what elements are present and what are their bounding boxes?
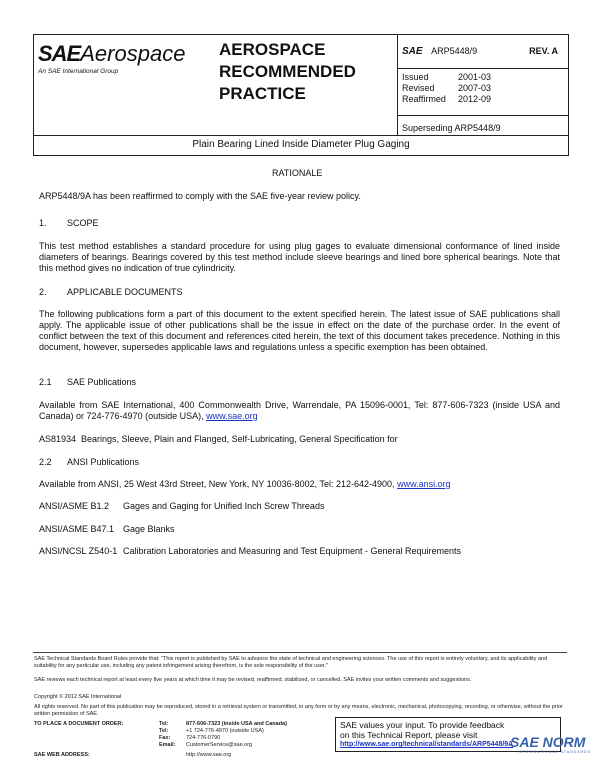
tel2-label: Tel: bbox=[159, 728, 169, 734]
reference-code: ANSI/ASME B47.1 bbox=[39, 524, 115, 534]
reference-description: Bearings, Sleeve, Plain and Flanged, Self-Lubricating, General Specification for bbox=[81, 434, 398, 444]
document-type-title bbox=[219, 39, 356, 105]
revision: REV. A bbox=[529, 46, 558, 56]
footer-rules-text: SAE Technical Standards Board Rules provide that: "This report is published by SAE to advance the state of technical and engineering sciences. The use of this report is entirely voluntary, and its applicability and suitability for any particular use, including any patent infringement arising therefrom, is the sole responsibility of the user." bbox=[34, 656, 548, 669]
rationale-text: ARP5448/9A has been reaffirmed to comply with the SAE five-year review policy. bbox=[39, 191, 361, 201]
section-title: SAE Publications bbox=[67, 377, 137, 387]
applicable-documents-text: The following publications form a part of this document to the extent specified herein. The latest issue of SAE publications shall apply. The applicable issue of other publications shall be the issue in effect on the date of the purchase order. In the event of conflict between the text of this document and references cited herein, the text of this document takes precedence. Nothing in this document, however, supersedes applicable laws and regulations unless a specific exemption has been obtained. bbox=[39, 309, 560, 352]
title-line-3: PRACTICE bbox=[219, 84, 306, 103]
fax-value: 724-776-0790 bbox=[186, 735, 221, 741]
reference-description: Calibration Laboratories and Measuring and Test Equipment - General Requirements bbox=[123, 546, 462, 556]
reference-description: Gage Blanks bbox=[123, 524, 175, 534]
order-tel2-row bbox=[34, 728, 264, 735]
logo-sae: SAE bbox=[38, 41, 81, 66]
document-header bbox=[33, 34, 569, 136]
footer-copyright: Copyright © 2012 SAE International bbox=[34, 694, 122, 700]
section-title: ANSI Publications bbox=[67, 457, 140, 467]
section-2-2-heading bbox=[39, 457, 139, 467]
tel2-value: +1 724-776-4970 (outside USA) bbox=[186, 728, 264, 734]
feedback-line-1: SAE values your input. To provide feedback bbox=[340, 720, 505, 730]
reference-code: ANSI/ASME B1.2 bbox=[39, 501, 110, 511]
document-info-box bbox=[397, 35, 569, 135]
section-number: 2.1 bbox=[39, 377, 52, 387]
order-label: TO PLACE A DOCUMENT ORDER: bbox=[34, 721, 124, 727]
section-2-1-heading bbox=[39, 377, 136, 387]
web-value[interactable]: http://www.sae.org bbox=[186, 752, 232, 758]
section-number: 2. bbox=[39, 287, 47, 297]
logo-subtitle: An SAE International Group bbox=[38, 68, 119, 75]
document-number: ARP5448/9 bbox=[431, 46, 478, 56]
scope-text: This test method establishes a standard procedure for using plug gages to evaluate dimensional conformance of lined inside diameters of bearings. Bearings covered by this test method include sleeve bearings and lined bore spherical bearings. Note that this method gives no indication of true cylindricity. bbox=[39, 241, 560, 273]
ansi-availability: Available from ANSI, 25 West 43rd Street, New York, NY 10036-8002, Tel: 212-642-4900, bbox=[39, 479, 395, 489]
section-2-heading bbox=[39, 287, 183, 297]
reaffirmed-row bbox=[402, 94, 491, 104]
tel-label: Tel: bbox=[159, 721, 169, 727]
section-title: APPLICABLE DOCUMENTS bbox=[67, 287, 183, 297]
section-number: 1. bbox=[39, 218, 47, 228]
revised-label: Revised bbox=[402, 83, 435, 93]
reference-code: AS81934 bbox=[39, 434, 77, 444]
email-value[interactable]: CustomerService@sae.org bbox=[186, 742, 253, 748]
logo-aerospace: Aerospace bbox=[80, 41, 186, 66]
divider bbox=[398, 115, 569, 116]
feedback-line-2: on this Technical Report, please visit bbox=[340, 730, 478, 740]
fax-label: Fax: bbox=[159, 735, 171, 741]
section-1-heading bbox=[39, 218, 99, 228]
document-title: Plain Bearing Lined Inside Diameter Plug Gaging bbox=[33, 135, 569, 156]
sae-availability: Available from SAE International, 400 Commonwealth Drive, Warrendale, PA 15096-0001, Tel: 877-606-7323 (inside USA and Canada) or 724-776-4970 (outside USA), bbox=[39, 400, 560, 421]
ansi-website-link[interactable]: www.ansi.org bbox=[397, 479, 451, 489]
footer-review-text: SAE reviews each technical report at least every five years at which time it may be revised, reaffirmed, stabilized, or cancelled. SAE invites your written comments and suggestions. bbox=[34, 677, 472, 683]
tel-value: 877-606-7323 (inside USA and Canada) bbox=[186, 721, 287, 727]
reference-as81934 bbox=[39, 434, 398, 444]
sae-website-link[interactable]: www.sae.org bbox=[206, 411, 258, 421]
divider bbox=[398, 68, 569, 69]
document-number-row bbox=[402, 46, 562, 57]
sae-publications-text bbox=[39, 400, 560, 422]
issued-row bbox=[402, 72, 491, 82]
reference-ansi-z540-1 bbox=[39, 546, 461, 556]
watermark-subtitle: INTERNATIONAL STANDARDS bbox=[518, 750, 591, 754]
ansi-publications-text bbox=[39, 479, 560, 490]
title-line-1: AEROSPACE bbox=[219, 40, 326, 59]
section-title: SCOPE bbox=[67, 218, 99, 228]
watermark: SAE NORM bbox=[510, 734, 586, 750]
section-number: 2.2 bbox=[39, 457, 52, 467]
sae-mark: SAE bbox=[402, 46, 423, 57]
reference-ansi-b1-2 bbox=[39, 501, 324, 511]
web-label: SAE WEB ADDRESS: bbox=[34, 752, 90, 758]
rationale-heading: RATIONALE bbox=[272, 168, 323, 178]
order-email-row bbox=[34, 742, 252, 749]
title-line-2: RECOMMENDED bbox=[219, 62, 356, 81]
order-fax-row bbox=[34, 735, 220, 742]
sae-aerospace-logo bbox=[38, 41, 213, 75]
web-address-row bbox=[34, 752, 231, 759]
footer-rights-text: All rights reserved. No part of this publication may be reproduced, stored in a retrieval system or transmitted, in any form or by any means, electronic, mechanical, photocopying, recording, or otherwise, without the prior written permission of SAE. bbox=[34, 704, 563, 717]
issued-date: 2001-03 bbox=[458, 72, 492, 82]
reaffirmed-date: 2012-09 bbox=[458, 94, 492, 104]
issued-label: Issued bbox=[402, 72, 429, 82]
reference-ansi-b47-1 bbox=[39, 524, 175, 534]
order-tel-row bbox=[34, 721, 287, 728]
reference-code: ANSI/NCSL Z540-1 bbox=[39, 546, 118, 556]
reaffirmed-label: Reaffirmed bbox=[402, 94, 446, 104]
revised-row bbox=[402, 83, 491, 93]
revised-date: 2007-03 bbox=[458, 83, 492, 93]
reference-description: Gages and Gaging for Unified Inch Screw Threads bbox=[123, 501, 325, 511]
email-label: Email: bbox=[159, 742, 176, 748]
superseding: Superseding ARP5448/9 bbox=[402, 123, 501, 133]
footer-divider bbox=[33, 652, 567, 653]
feedback-link[interactable]: http://www.sae.org/technical/standards/ARP5448/9A bbox=[340, 741, 514, 748]
